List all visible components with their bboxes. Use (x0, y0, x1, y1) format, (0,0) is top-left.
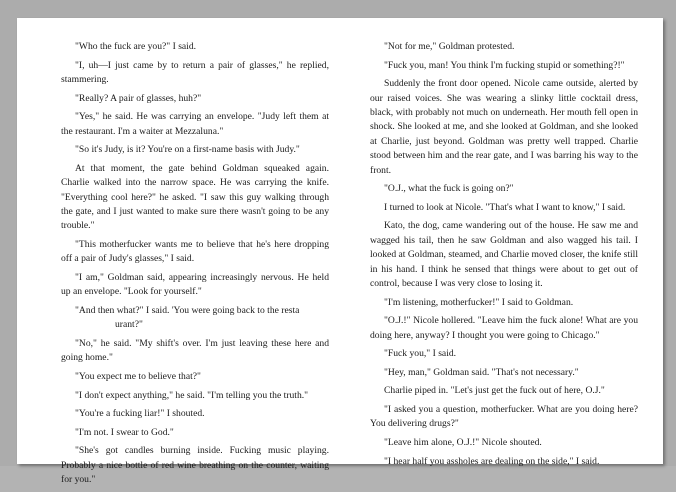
paragraph: "O.J.!" Nicole hollered. "Leave him the fuck alone! What are you doing here, anyway? I thought you were going to Chicago." (370, 315, 638, 341)
paragraph: I turned to look at Nicole. "That's what I want to know," I said. (384, 201, 626, 213)
paragraph: "This motherfucker wants me to believe that he's here dropping off a pair of Judy's glasses," I said. (61, 239, 329, 265)
paragraph: Suddenly the front door opened. Nicole came outside, alerted by our raised voices. She was wearing a slinky little cocktail dress, black, with probably not much on underneath. Her mouth fell open in shock. She looked at me, and she looked at Goldman, and she looked at Charlie, just beyond. Goldman was pretty well trapped. Charlie stood between him and the rear gate, and I was barring his way to the front. (370, 78, 638, 176)
paragraph: "I'm not. I swear to God." (75, 426, 174, 438)
paragraph: "I, uh—I just came by to return a pair of glasses," he replied, stammering. (61, 59, 329, 85)
paragraph: "She's got candles burning inside. Fucking music playing. Probably a nice bottle of red wine breathing on the counter, waiting for you." (61, 445, 329, 486)
paragraph: "Fuck you," I said. (384, 348, 457, 360)
paragraph: "Fuck you, man! You think I'm fucking stupid or something?!" (384, 59, 625, 71)
paragraph: Kato, the dog, came wandering out of the house. He saw me and wagged his tail, then he saw Goldman and also wagged his tail. I looked at Goldman, steamed, and Charlie moved closer, the knife still in his hand. I think he sensed that things were about to get out of control, because I was very close to losing it. (370, 220, 638, 290)
paragraph: "You're a fucking liar!" I shouted. (75, 408, 205, 420)
paragraph: "Who the fuck are you?" I said. (75, 41, 197, 52)
paragraph: "I am," Goldman said, appearing increasingly nervous. He held up an envelope. "Look for yourself." (61, 272, 329, 298)
paragraph: "And then what?" I said. 'You were going back to the resta (75, 305, 300, 316)
paragraph: "I asked you a question, motherfucker. What are you doing here? You delivering drugs?" (370, 404, 638, 430)
paragraph: "O.J., what the fuck is going on?" (384, 183, 514, 195)
paragraph: "I hear half you assholes are dealing on the side," I said. (384, 455, 600, 467)
paragraph: "Leave him alone, O.J.!" Nicole shouted. (384, 437, 542, 448)
paragraph-continuation: urant?" (115, 319, 143, 331)
paragraph: "Not for me," Goldman protested. (384, 41, 515, 52)
paragraph: "Yes," he said. He was carrying an envelope. "Judy left them at the restaurant. I'm a waiter at Mezzaluna." (61, 111, 329, 137)
paragraph: "I don't expect anything," he said. "I'm telling you the truth." (75, 389, 309, 401)
paragraph: "You expect me to believe that?" (75, 371, 201, 382)
paragraph: At that moment, the gate behind Goldman squeaked again. Charlie walked into the narrow space. He was carrying the knife. "Everything cool here?" he asked. "I saw this guy walking through the gate, and I just wanted to make sure there wasn't going to be any trouble." (61, 162, 329, 232)
paragraph: "I'm listening, motherfucker!" I said to Goldman. (384, 296, 574, 308)
right-page-text (370, 40, 638, 473)
paragraph: "No," he said. "My shift's over. I'm just leaving these here and going home." (61, 338, 329, 364)
paragraph: Charlie piped in. "Let's just get the fuck out of here, O.J." (384, 385, 605, 397)
paragraph: "Hey, man," Goldman said. "That's not necessary." (384, 366, 579, 378)
left-page-text (61, 40, 329, 492)
paragraph: "Really? A pair of glasses, huh?" (75, 92, 202, 104)
paragraph: "So it's Judy, is it? You're on a first-name basis with Judy." (75, 144, 300, 156)
book-spread (17, 18, 663, 486)
